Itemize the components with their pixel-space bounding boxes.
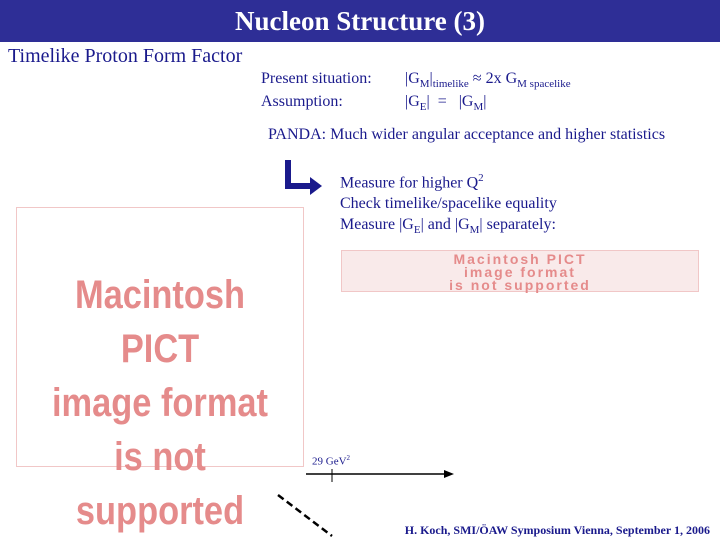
present-situation-formula: $|G_M|_{timelike} \approx 2x$ $G_{M spacelike}$	[405, 70, 571, 91]
measure-line-separately: Measure $|G_E|$ and $|G_M|$ separately:	[340, 216, 556, 237]
axis-arrowhead	[444, 470, 454, 478]
assumption-formula: $|G_E| = |G_M|$	[405, 93, 487, 114]
slide-subtitle: Timelike Proton Form Factor	[8, 45, 243, 67]
pict-small-line-3: is not supported	[449, 277, 591, 293]
title-bar	[0, 0, 720, 42]
bent-arrow-icon	[282, 158, 326, 200]
measure-line-q2: Measure for higher $Q^2$	[340, 172, 484, 192]
pict-line-2: image format	[51, 381, 268, 425]
present-situation-row	[261, 70, 571, 90]
pict-placeholder-large	[16, 207, 304, 533]
panda-statement: PANDA: Much wider angular acceptance and higher statistics	[268, 126, 666, 143]
slide-title: Nucleon Structure (3)	[235, 6, 485, 36]
footer-citation: H. Koch, SMI/ÖAW Symposium Vienna, September 1, 2006	[404, 523, 710, 537]
pict-placeholder-small	[341, 250, 699, 292]
pict-small-line-1: Macintosh PICT	[453, 251, 587, 267]
pict-small-line-2: image format	[464, 264, 576, 280]
dashed-curve	[278, 495, 332, 536]
measure-line-equality: Check timelike/spacelike equality	[340, 195, 557, 213]
axis-label-29gev: 29 GeV$^2$	[312, 454, 351, 468]
measure-list	[340, 168, 557, 242]
assumption-label: Assumption:	[261, 93, 343, 110]
present-situation-label: Present situation:	[261, 70, 372, 87]
assumption-row	[261, 93, 486, 113]
pict-line-3: is not supported	[75, 435, 245, 533]
pict-line-1: Macintosh PICT	[74, 273, 246, 371]
